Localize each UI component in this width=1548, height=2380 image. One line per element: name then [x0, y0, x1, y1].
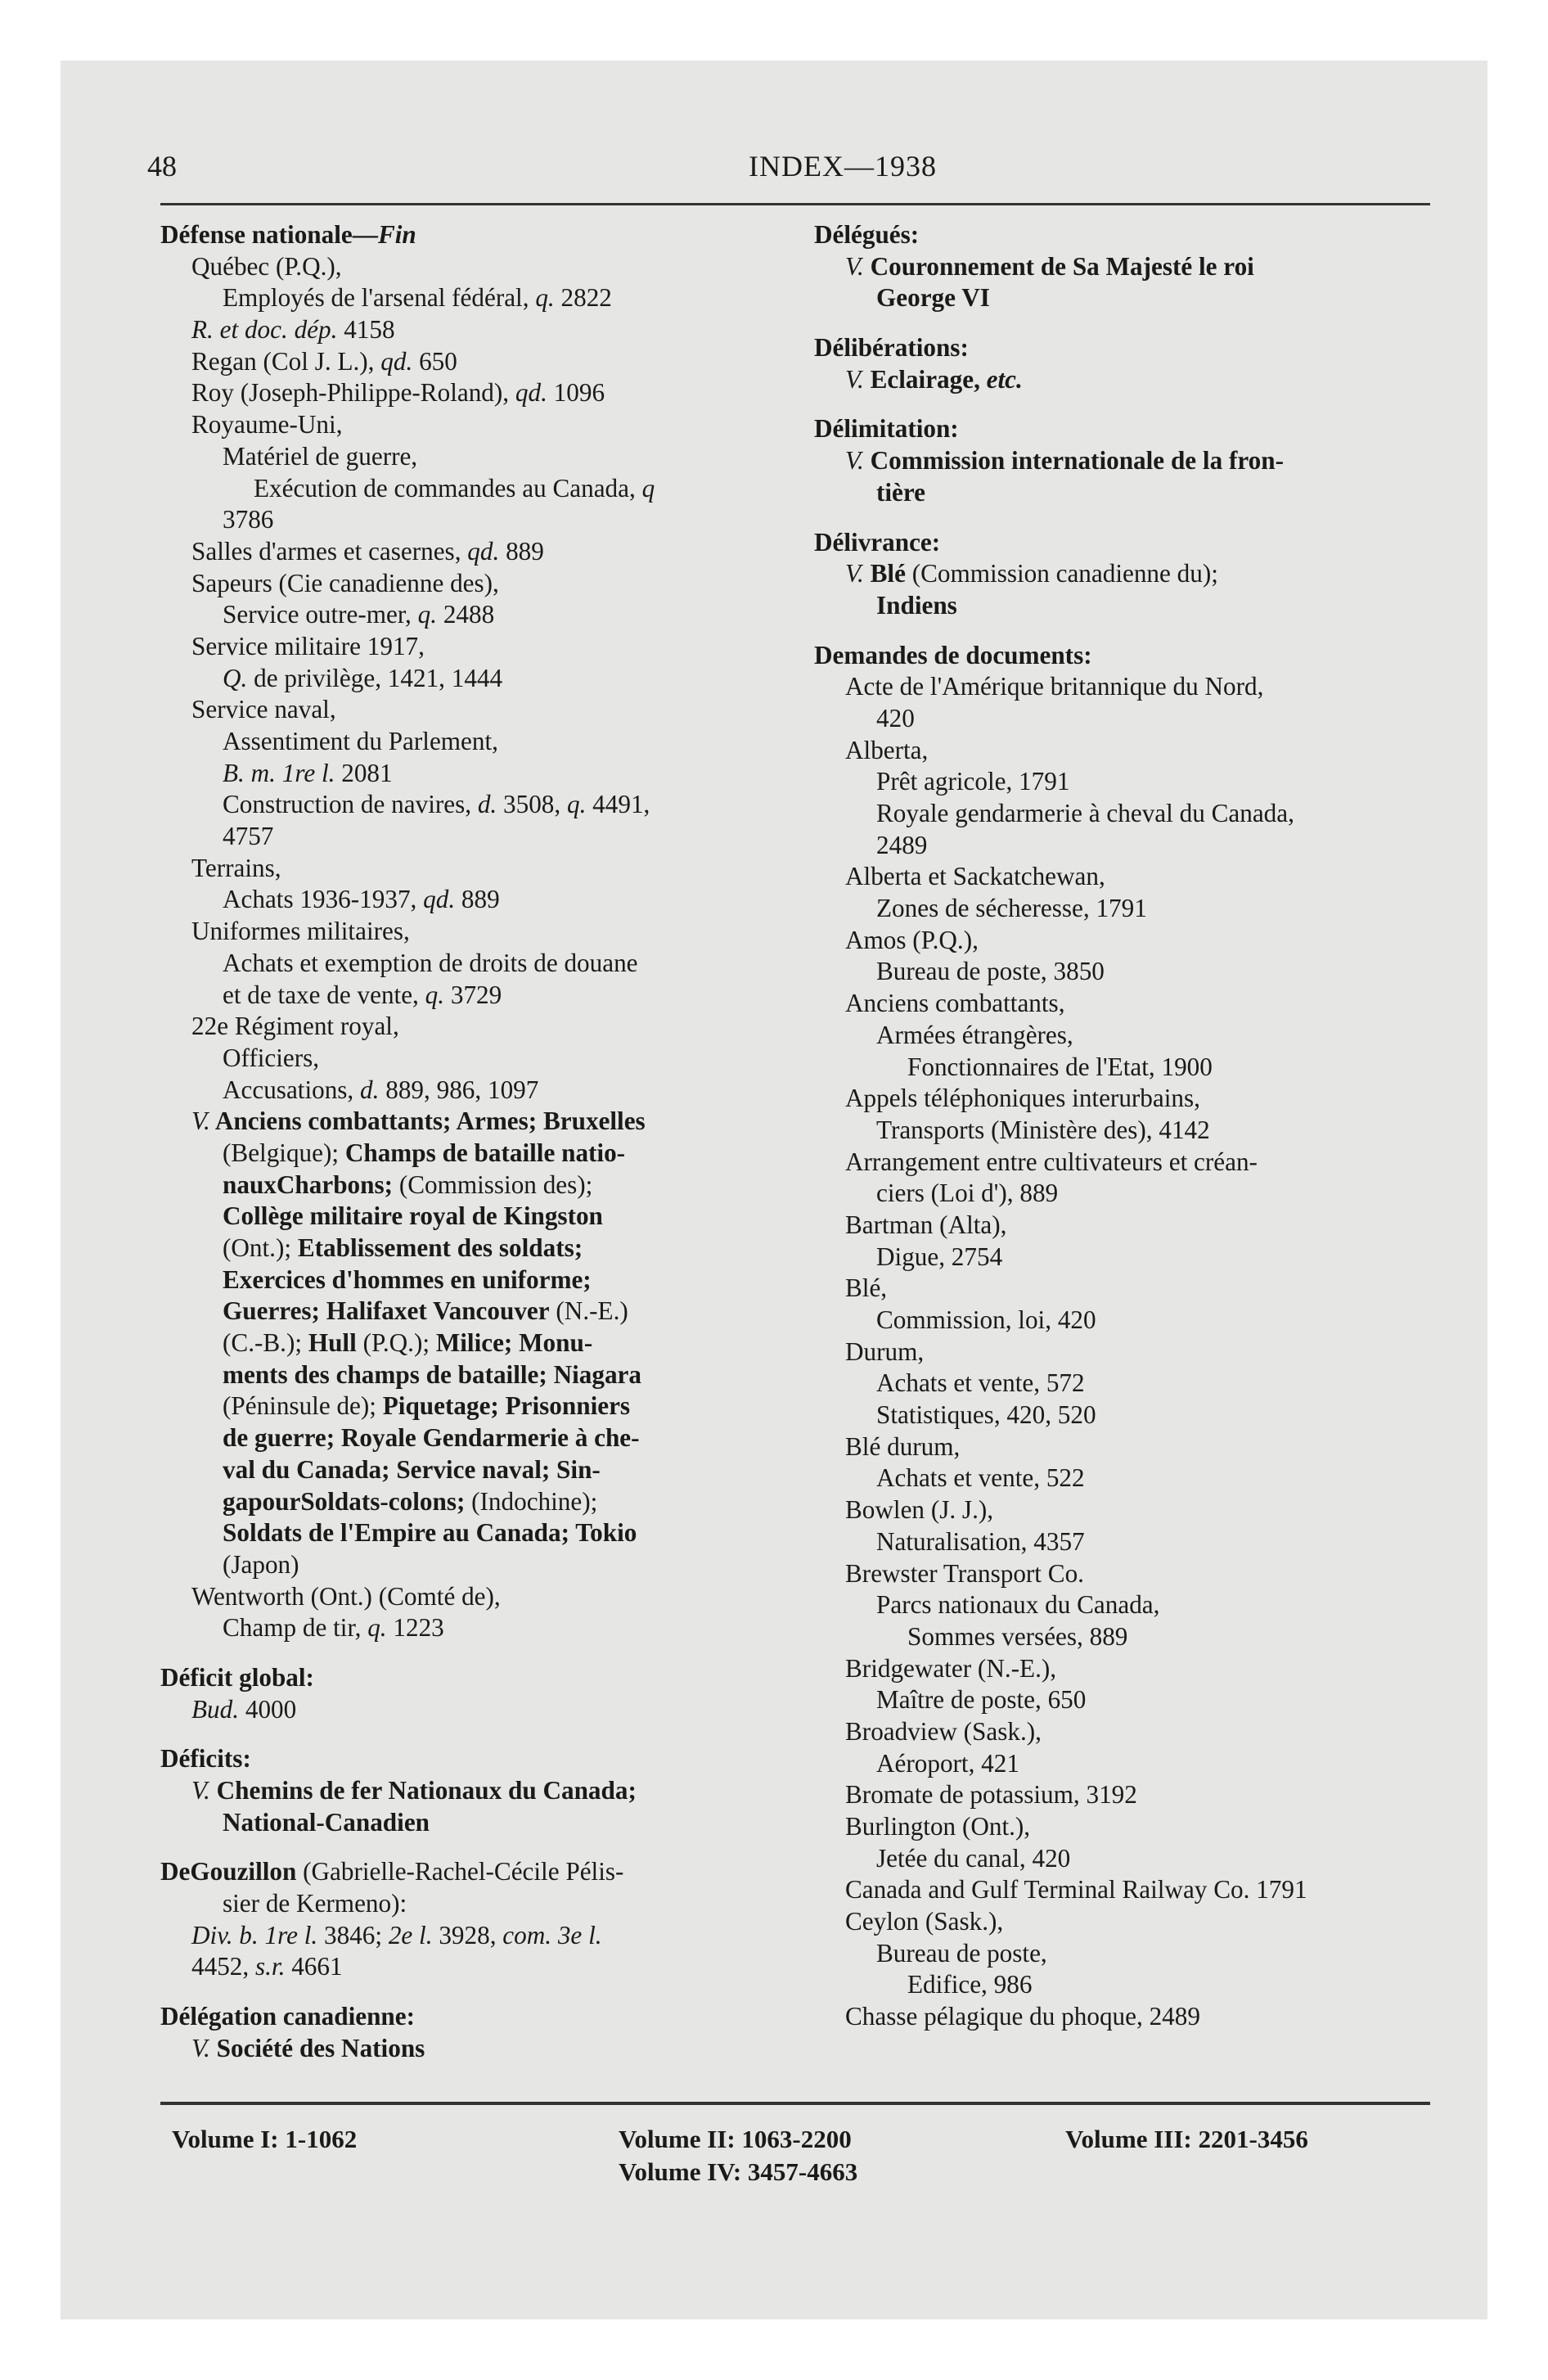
- entry-fragment: Bartman (Alta),: [845, 1210, 1007, 1239]
- entry-fragment: Salles d'armes et casernes,: [191, 536, 468, 566]
- entry-fragment: Société des Nations: [209, 2033, 425, 2062]
- index-entry-line: [160, 1233, 778, 1264]
- index-entry-line: [160, 1075, 778, 1107]
- entry-fragment: Soldats-colons;: [300, 1486, 466, 1516]
- index-entry-line: [814, 640, 1432, 672]
- entry-fragment: Délibérations:: [814, 333, 969, 363]
- entry-fragment: Québec (P.Q.),: [191, 251, 342, 281]
- index-entry-line: [814, 332, 1432, 364]
- entry-fragment: Champ de tir,: [223, 1613, 368, 1643]
- entry-fragment: Employés de l'arsenal fédéral,: [223, 283, 536, 313]
- index-entry-line: [160, 219, 778, 251]
- index-entry-line: [160, 821, 778, 853]
- entry-fragment: Edifice, 986: [907, 1970, 1033, 1999]
- index-entry-line: [160, 1694, 778, 1726]
- entry-fragment: Piquetage; Prisonniers: [382, 1391, 631, 1421]
- index-entry-line: [814, 1336, 1432, 1368]
- entry-fragment: Anciens combattants; Armes; Bruxelles: [209, 1107, 646, 1136]
- entry-fragment: R. et doc. dép.: [191, 315, 338, 345]
- entry-fragment: 3729: [444, 980, 502, 1009]
- entry-fragment: Construction de navires,: [223, 790, 478, 819]
- index-entry-line: [814, 1748, 1432, 1780]
- index-entry-line: [160, 409, 778, 441]
- index-entry-line: [814, 1969, 1432, 2001]
- entry-fragment: 1223: [386, 1613, 444, 1643]
- entry-fragment: d.: [477, 790, 497, 819]
- index-entry-line: [814, 558, 1432, 590]
- entry-fragment: Etablissement des soldats;: [297, 1233, 583, 1262]
- index-entry-line: [814, 861, 1432, 893]
- entry-fragment: Arrangement entre cultivateurs et créan-: [845, 1147, 1258, 1176]
- entry-fragment: Achats et exemption de droits de douane: [223, 948, 638, 977]
- index-entry-line: [160, 1138, 778, 1170]
- entry-fragment: q.: [425, 980, 445, 1009]
- entry-fragment: Déficits:: [160, 1744, 251, 1774]
- index-entry-line: [814, 1779, 1432, 1811]
- entry-fragment: Délégués:: [814, 220, 920, 249]
- index-entry-line: [160, 2033, 778, 2065]
- entry-gap: [160, 1983, 778, 2001]
- index-entry-line: [814, 703, 1432, 735]
- index-entry-line: [160, 1612, 778, 1644]
- index-entry-line: [814, 1242, 1432, 1273]
- entry-fragment: Acte de l'Amérique britannique du Nord,: [845, 672, 1264, 701]
- index-entry-line: [814, 2001, 1432, 2033]
- entry-fragment: qd.: [467, 536, 500, 566]
- index-entry-line: [160, 916, 778, 948]
- index-entry-line: [160, 377, 778, 409]
- entry-fragment: 3508,: [497, 790, 567, 819]
- entry-fragment: Armées étrangères,: [876, 1020, 1073, 1049]
- volume-4-range: Volume IV: 3457-4663: [619, 2157, 858, 2186]
- entry-fragment: DeGouzillon: [160, 1857, 297, 1886]
- index-entry-line: [814, 1716, 1432, 1748]
- index-entry-line: [814, 1020, 1432, 1052]
- entry-fragment: 889, 986, 1097: [379, 1075, 539, 1104]
- entry-fragment: Brewster Transport Co.: [845, 1558, 1084, 1588]
- entry-fragment: Service naval,: [191, 695, 336, 724]
- entry-fragment: Blé,: [845, 1273, 888, 1303]
- index-entry-line: [814, 1684, 1432, 1716]
- index-entry-line: [814, 1463, 1432, 1494]
- index-entry-line: [160, 884, 778, 916]
- entry-fragment: Terrains,: [191, 853, 281, 882]
- entry-fragment: ciers (Loi d'), 889: [876, 1179, 1059, 1208]
- index-entry-line: [814, 282, 1432, 314]
- index-entry-line: [160, 1743, 778, 1775]
- entry-fragment: Assentiment du Parlement,: [223, 727, 498, 755]
- entry-fragment: 2e l.: [388, 1920, 433, 1950]
- index-entry-line: [160, 1517, 778, 1549]
- entry-fragment: Soldats de l'Empire au Canada; Tokio: [223, 1518, 637, 1548]
- index-entry-line: [814, 988, 1432, 1020]
- entry-fragment: Achats 1936-1937,: [223, 885, 424, 914]
- entry-fragment: V.: [845, 446, 864, 476]
- index-entry-line: [160, 1856, 778, 1888]
- entry-fragment: 420: [876, 703, 915, 732]
- entry-fragment: gapour: [223, 1486, 301, 1516]
- entry-fragment: V.: [845, 559, 864, 588]
- index-entry-line: [814, 1558, 1432, 1590]
- index-entry-line: [160, 1920, 778, 1952]
- entry-fragment: Anciens combattants,: [845, 989, 1065, 1018]
- entry-fragment: Bud.: [191, 1694, 240, 1724]
- entry-fragment: (Commission canadienne du);: [905, 559, 1218, 588]
- entry-fragment: 3928,: [432, 1920, 503, 1950]
- entry-fragment: Matériel de guerre,: [223, 441, 418, 471]
- index-entry-line: [160, 1486, 778, 1518]
- entry-fragment: Milice; Monu-: [435, 1328, 593, 1358]
- index-entry-line: [814, 413, 1432, 445]
- entry-fragment: 4757: [223, 822, 274, 851]
- index-entry-line: [160, 1359, 778, 1391]
- index-entry-line: [814, 1621, 1432, 1653]
- entry-fragment: Blé durum,: [845, 1431, 961, 1461]
- entry-fragment: Regan (Col J. L.),: [191, 346, 381, 376]
- entry-fragment: qd.: [515, 378, 547, 408]
- index-entry-line: [160, 346, 778, 378]
- entry-fragment: Alberta et Sackatchewan,: [845, 862, 1105, 891]
- index-entry-line: [814, 1843, 1432, 1875]
- entry-fragment: 22e Régiment royal,: [191, 1012, 399, 1041]
- index-entry-line: [160, 1106, 778, 1138]
- entry-fragment: George VI: [876, 283, 990, 313]
- header-rule: [160, 203, 1430, 205]
- entry-fragment: Guerres; Halifax: [223, 1296, 407, 1326]
- entry-fragment: (Ont.);: [223, 1233, 298, 1262]
- index-entry-line: [160, 1454, 778, 1486]
- entry-fragment: 2081: [335, 758, 393, 787]
- index-entry-line: [160, 1888, 778, 1920]
- volume-2-range: Volume II: 1063-2200: [619, 2125, 852, 2153]
- entry-fragment: Ceylon (Sask.),: [845, 1907, 1004, 1936]
- entry-fragment: 3846;: [317, 1920, 389, 1950]
- index-entry-line: [814, 1052, 1432, 1084]
- entry-fragment: Wentworth (Ont.) (Comté de),: [191, 1581, 501, 1611]
- entry-fragment: Bromate de potassium, 3192: [845, 1780, 1137, 1810]
- entry-gap: [814, 395, 1432, 413]
- index-entry-line: [814, 445, 1432, 477]
- entry-fragment: National-Canadien: [223, 1807, 430, 1837]
- index-entry-line: [160, 631, 778, 663]
- entry-fragment: Demandes de documents:: [814, 640, 1092, 669]
- entry-fragment: B. m. 1re l.: [223, 758, 335, 787]
- entry-fragment: (N.-E.): [549, 1296, 628, 1326]
- entry-fragment: Délégation canadienne:: [160, 2002, 415, 2031]
- entry-fragment: 4661: [285, 1952, 343, 1981]
- entry-fragment: q.: [367, 1613, 387, 1643]
- entry-fragment: 2489: [876, 830, 928, 859]
- index-entry-line: [814, 1083, 1432, 1115]
- index-entry-line: [160, 1391, 778, 1422]
- entry-fragment: Appels téléphoniques interurbains,: [845, 1084, 1200, 1113]
- index-entry-line: [160, 853, 778, 885]
- entry-fragment: Délimitation:: [814, 414, 959, 444]
- page-title: INDEX—1938: [749, 150, 937, 183]
- entry-fragment: 2822: [554, 283, 612, 313]
- entry-fragment: Achats et vente, 522: [876, 1463, 1085, 1493]
- index-entry-line: [814, 956, 1432, 988]
- entry-fragment: Exécution de commandes au Canada,: [254, 473, 642, 503]
- index-entry-line: [814, 1906, 1432, 1938]
- entry-fragment: Délivrance:: [814, 527, 941, 557]
- entry-gap: [814, 622, 1432, 640]
- entry-fragment: (Gabrielle-Rachel-Cécile Pélis-: [296, 1857, 624, 1886]
- index-entry-line: [814, 925, 1432, 957]
- index-entry-line: [160, 726, 778, 758]
- entry-fragment: (Commission des);: [393, 1170, 593, 1199]
- entry-fragment: Parcs nationaux du Canada,: [876, 1590, 1160, 1620]
- index-entry-line: [814, 1305, 1432, 1336]
- index-entry-line: [814, 1874, 1432, 1906]
- entry-fragment: V.: [191, 1107, 210, 1136]
- entry-fragment: Canada and Gulf Terminal Railway Co. 1791: [845, 1875, 1307, 1904]
- entry-fragment: (Indochine);: [465, 1486, 598, 1516]
- entry-fragment: qd.: [380, 346, 413, 376]
- index-entry-line: [814, 766, 1432, 798]
- index-entry-line: [160, 1581, 778, 1613]
- entry-fragment: naux: [223, 1170, 277, 1199]
- index-entry-line: [814, 735, 1432, 767]
- entry-fragment: Fin: [377, 220, 416, 249]
- footer-rule: [160, 2102, 1430, 2105]
- index-entry-line: [814, 364, 1432, 396]
- index-entry-line: [160, 1662, 778, 1694]
- entry-fragment: Achats et vente, 572: [876, 1368, 1085, 1398]
- index-entry-line: [160, 694, 778, 726]
- index-entry-line: [160, 599, 778, 631]
- entry-fragment: q: [641, 473, 655, 503]
- entry-fragment: (Belgique);: [223, 1138, 345, 1167]
- index-entry-line: [814, 798, 1432, 830]
- entry-fragment: Chemins de fer Nationaux du Canada;: [209, 1776, 637, 1805]
- left-column: [160, 219, 778, 2065]
- page-header: [106, 141, 1432, 190]
- entry-fragment: Officiers,: [223, 1043, 320, 1072]
- entry-fragment: Jetée du canal, 420: [876, 1843, 1071, 1873]
- index-entry-line: [814, 1494, 1432, 1526]
- index-entry-line: [814, 1431, 1432, 1463]
- entry-fragment: 1096: [547, 378, 605, 408]
- index-entry-line: [160, 441, 778, 473]
- entry-fragment: Durum,: [845, 1336, 925, 1366]
- entry-fragment: Charbons;: [276, 1170, 394, 1199]
- entry-fragment: V.: [191, 1776, 210, 1805]
- index-entry-line: [160, 1201, 778, 1233]
- entry-fragment: Transports (Ministère des), 4142: [876, 1115, 1210, 1144]
- index-entry-line: [814, 477, 1432, 509]
- index-entry-line: [814, 251, 1432, 283]
- index-entry-line: [160, 1170, 778, 1201]
- entry-fragment: Exercices d'hommes en uniforme;: [223, 1264, 592, 1294]
- entry-fragment: q.: [566, 790, 587, 819]
- index-entry-line: [160, 1011, 778, 1043]
- index-entry-line: [814, 1400, 1432, 1431]
- entry-fragment: Royaume-Uni,: [191, 410, 343, 439]
- index-entry-line: [814, 1147, 1432, 1179]
- entry-fragment: Service outre-mer,: [223, 600, 418, 629]
- index-entry-line: [814, 1811, 1432, 1843]
- index-entry-line: [160, 1807, 778, 1839]
- entry-fragment: et de taxe de vente,: [223, 980, 425, 1009]
- index-entry-line: [814, 590, 1432, 622]
- entry-fragment: Commission, loi, 420: [876, 1305, 1096, 1334]
- index-entry-line: [160, 1549, 778, 1581]
- entry-fragment: ments des champs de bataille; Niagara: [223, 1359, 641, 1389]
- index-entry-line: [814, 1938, 1432, 1970]
- entry-fragment: 4452,: [191, 1952, 255, 1981]
- index-entry-line: [814, 671, 1432, 703]
- entry-fragment: Royale gendarmerie à cheval du Canada,: [876, 799, 1294, 827]
- entry-fragment: Couronnement de Sa Majesté le roi: [863, 251, 1254, 281]
- entry-fragment: et Vancouver: [407, 1296, 550, 1326]
- index-entry-line: [814, 1210, 1432, 1242]
- index-entry-line: [160, 789, 778, 821]
- entry-fragment: Champs de bataille natio-: [344, 1138, 626, 1167]
- entry-fragment: Maître de poste, 650: [876, 1685, 1087, 1715]
- entry-fragment: Collège militaire royal de Kingston: [223, 1201, 603, 1231]
- entry-gap: [160, 1644, 778, 1662]
- entry-fragment: Chasse pélagique du phoque, 2489: [845, 2002, 1200, 2031]
- index-entry-line: [160, 1327, 778, 1359]
- index-entry-line: [814, 1178, 1432, 1210]
- index-entry-line: [160, 1264, 778, 1296]
- index-entry-line: [160, 536, 778, 568]
- entry-fragment: q.: [535, 283, 555, 313]
- index-entry-line: [160, 2001, 778, 2033]
- index-entry-line: [814, 1589, 1432, 1621]
- entry-fragment: etc.: [986, 364, 1023, 394]
- page-number: 48: [147, 150, 177, 183]
- index-entry-line: [160, 1296, 778, 1327]
- entry-fragment: val du Canada; Service naval; Sin-: [223, 1454, 601, 1484]
- index-entry-line: [160, 473, 778, 505]
- entry-fragment: Prêt agricole, 1791: [876, 767, 1070, 796]
- index-entry-line: [814, 219, 1432, 251]
- index-entry-line: [160, 1951, 778, 1983]
- index-entry-line: [814, 1115, 1432, 1147]
- index-entry-line: [160, 568, 778, 600]
- entry-fragment: Bureau de poste, 3850: [876, 957, 1105, 986]
- entry-gap: [814, 509, 1432, 527]
- entry-fragment: Burlington (Ont.),: [845, 1812, 1031, 1841]
- index-entry-line: [160, 282, 778, 314]
- index-entry-line: [160, 980, 778, 1012]
- index-entry-line: [160, 948, 778, 980]
- index-entry-line: [160, 504, 778, 536]
- entry-fragment: (C.-B.);: [223, 1328, 308, 1358]
- index-entry-line: [814, 1526, 1432, 1558]
- index-entry-line: [814, 1653, 1432, 1685]
- entry-fragment: Indiens: [876, 590, 957, 620]
- entry-fragment: Accusations,: [223, 1075, 361, 1104]
- entry-fragment: de guerre; Royale Gendarmerie à che-: [223, 1423, 640, 1453]
- entry-fragment: 650: [412, 346, 457, 376]
- entry-fragment: (Japon): [223, 1549, 299, 1579]
- entry-fragment: Fonctionnaires de l'Etat, 1900: [907, 1052, 1213, 1081]
- entry-gap: [814, 314, 1432, 332]
- entry-fragment: V.: [845, 364, 864, 394]
- entry-fragment: Amos (P.Q.),: [845, 925, 979, 954]
- entry-fragment: Statistiques, 420, 520: [876, 1400, 1096, 1430]
- entry-fragment: Sapeurs (Cie canadienne des),: [191, 568, 499, 597]
- index-entry-line: [814, 830, 1432, 862]
- entry-fragment: Uniformes militaires,: [191, 917, 410, 946]
- entry-fragment: Bowlen (J. J.),: [845, 1495, 994, 1525]
- entry-fragment: Défense nationale—: [160, 220, 378, 249]
- right-column: [814, 219, 1432, 2033]
- entry-fragment: d.: [360, 1075, 380, 1104]
- entry-fragment: 4491,: [586, 790, 650, 819]
- entry-fragment: Digue, 2754: [876, 1242, 1003, 1271]
- entry-fragment: Zones de sécheresse, 1791: [876, 894, 1147, 923]
- entry-fragment: Naturalisation, 4357: [876, 1526, 1085, 1556]
- entry-fragment: Eclairage,: [863, 364, 987, 394]
- index-entry-line: [160, 1422, 778, 1454]
- entry-fragment: Bureau de poste,: [876, 1938, 1047, 1968]
- index-entry-line: [160, 314, 778, 346]
- index-entry-line: [814, 527, 1432, 559]
- entry-fragment: 3786: [223, 505, 274, 534]
- index-entry-line: [814, 893, 1432, 925]
- entry-fragment: Broadview (Sask.),: [845, 1716, 1042, 1746]
- entry-fragment: Aéroport, 421: [876, 1748, 1019, 1778]
- entry-fragment: qd.: [423, 885, 456, 914]
- index-entry-line: [160, 758, 778, 790]
- entry-fragment: 4158: [337, 315, 395, 345]
- index-entry-line: [814, 1368, 1432, 1400]
- entry-fragment: (Péninsule de);: [223, 1391, 383, 1421]
- entry-fragment: Service militaire 1917,: [191, 631, 425, 660]
- entry-fragment: V.: [845, 251, 864, 281]
- entry-fragment: com. 3e l.: [502, 1920, 602, 1950]
- entry-fragment: tière: [876, 477, 926, 507]
- entry-fragment: Bridgewater (N.-E.),: [845, 1653, 1057, 1683]
- index-entry-line: [814, 1273, 1432, 1305]
- entry-fragment: 4000: [239, 1694, 297, 1724]
- volume-3-range: Volume III: 2201-3456: [1065, 2125, 1308, 2153]
- entry-fragment: V.: [191, 2033, 210, 2062]
- entry-fragment: 889: [499, 536, 544, 566]
- entry-fragment: de privilège, 1421, 1444: [247, 663, 503, 692]
- entry-fragment: Div. b. 1re l.: [191, 1920, 318, 1950]
- volume-1-range: Volume I: 1-1062: [172, 2125, 358, 2153]
- entry-fragment: sier de Kermeno):: [223, 1889, 407, 1918]
- index-entry-line: [160, 251, 778, 283]
- entry-fragment: Sommes versées, 889: [907, 1621, 1128, 1651]
- entry-gap: [160, 1725, 778, 1743]
- entry-fragment: 889: [455, 885, 500, 914]
- entry-fragment: Hull: [308, 1328, 357, 1358]
- entry-fragment: Déficit global:: [160, 1662, 314, 1692]
- entry-fragment: (P.Q.);: [356, 1328, 436, 1358]
- entry-fragment: q.: [417, 600, 438, 629]
- entry-fragment: Q.: [223, 663, 248, 692]
- entry-fragment: s.r.: [254, 1952, 286, 1981]
- entry-fragment: Commission internationale de la fron-: [863, 446, 1284, 476]
- entry-gap: [160, 1838, 778, 1856]
- entry-fragment: Alberta,: [845, 735, 929, 764]
- index-entry-line: [160, 663, 778, 695]
- entry-fragment: Blé: [863, 559, 906, 588]
- index-entry-line: [160, 1043, 778, 1075]
- index-entry-line: [160, 1775, 778, 1807]
- entry-fragment: 2488: [437, 600, 495, 629]
- entry-fragment: Roy (Joseph-Philippe-Roland),: [191, 378, 515, 408]
